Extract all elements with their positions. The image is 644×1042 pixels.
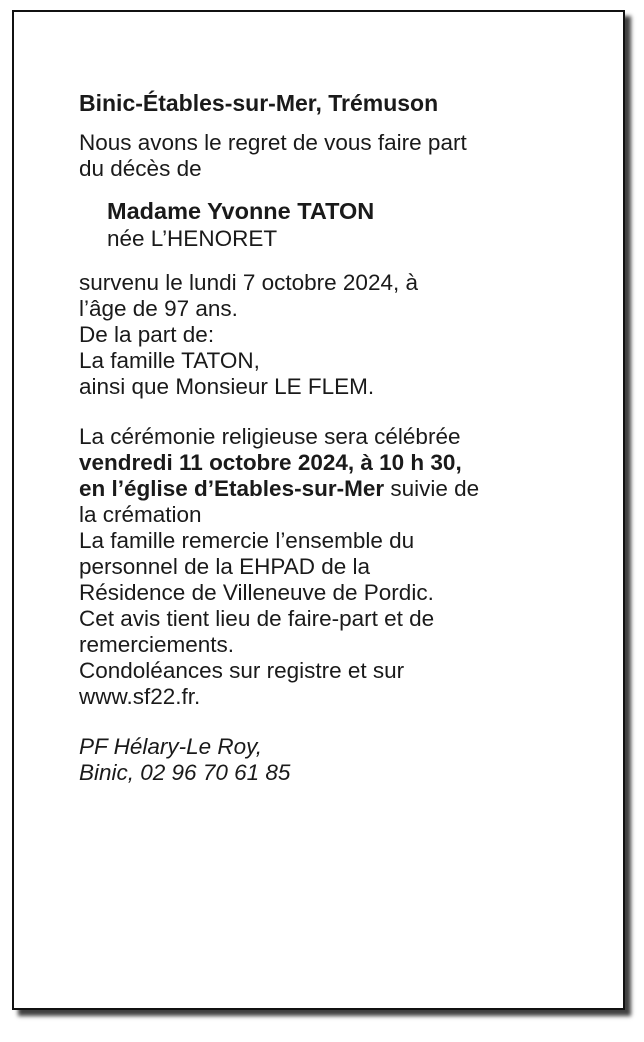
ceremony-block: [79, 424, 599, 710]
deceased-block: [107, 198, 599, 252]
ceremony-place-rest: suivie de: [384, 476, 480, 501]
details-line: ainsi que Monsieur LE FLEM.: [79, 374, 375, 399]
funeral-home-block: [79, 734, 599, 786]
ceremony-date: vendredi 11 octobre 2024, à 10 h 30,: [79, 450, 462, 475]
deceased-maiden-name: née L’HENORET: [107, 226, 278, 251]
intro-line: du décès de: [79, 156, 202, 181]
thanks-line: Cet avis tient lieu de faire-part et de: [79, 606, 435, 631]
intro-text: [79, 130, 599, 182]
thanks-line: Condoléances sur registre et sur: [79, 658, 405, 683]
obituary-notice: [12, 10, 625, 1010]
details-line: De la part de:: [79, 322, 215, 347]
details-line: La famille TATON,: [79, 348, 260, 373]
ceremony-place-line: [79, 476, 599, 502]
ceremony-line: La cérémonie religieuse sera célébrée: [79, 424, 461, 449]
deceased-name: Madame Yvonne TATON: [107, 198, 375, 224]
details-line: survenu le lundi 7 octobre 2024, à: [79, 270, 418, 295]
ceremony-line: la crémation: [79, 502, 202, 527]
ceremony-place: en l’église d’Etables-sur-Mer: [79, 476, 385, 501]
funeral-home-phone: Binic, 02 96 70 61 85: [79, 760, 291, 785]
notice-content: [79, 90, 599, 786]
intro-line: Nous avons le regret de vous faire part: [79, 130, 467, 155]
funeral-home-name: PF Hélary-Le Roy,: [79, 734, 262, 759]
locality-heading: Binic-Étables-sur-Mer, Trémuson: [79, 90, 439, 116]
details-block: [79, 270, 599, 400]
thanks-line: personnel de la EHPAD de la: [79, 554, 371, 579]
thanks-line: Résidence de Villeneuve de Pordic.: [79, 580, 434, 605]
thanks-line: La famille remercie l’ensemble du: [79, 528, 415, 553]
thanks-line: remerciements.: [79, 632, 235, 657]
thanks-line: www.sf22.fr.: [79, 684, 201, 709]
details-line: l’âge de 97 ans.: [79, 296, 238, 321]
